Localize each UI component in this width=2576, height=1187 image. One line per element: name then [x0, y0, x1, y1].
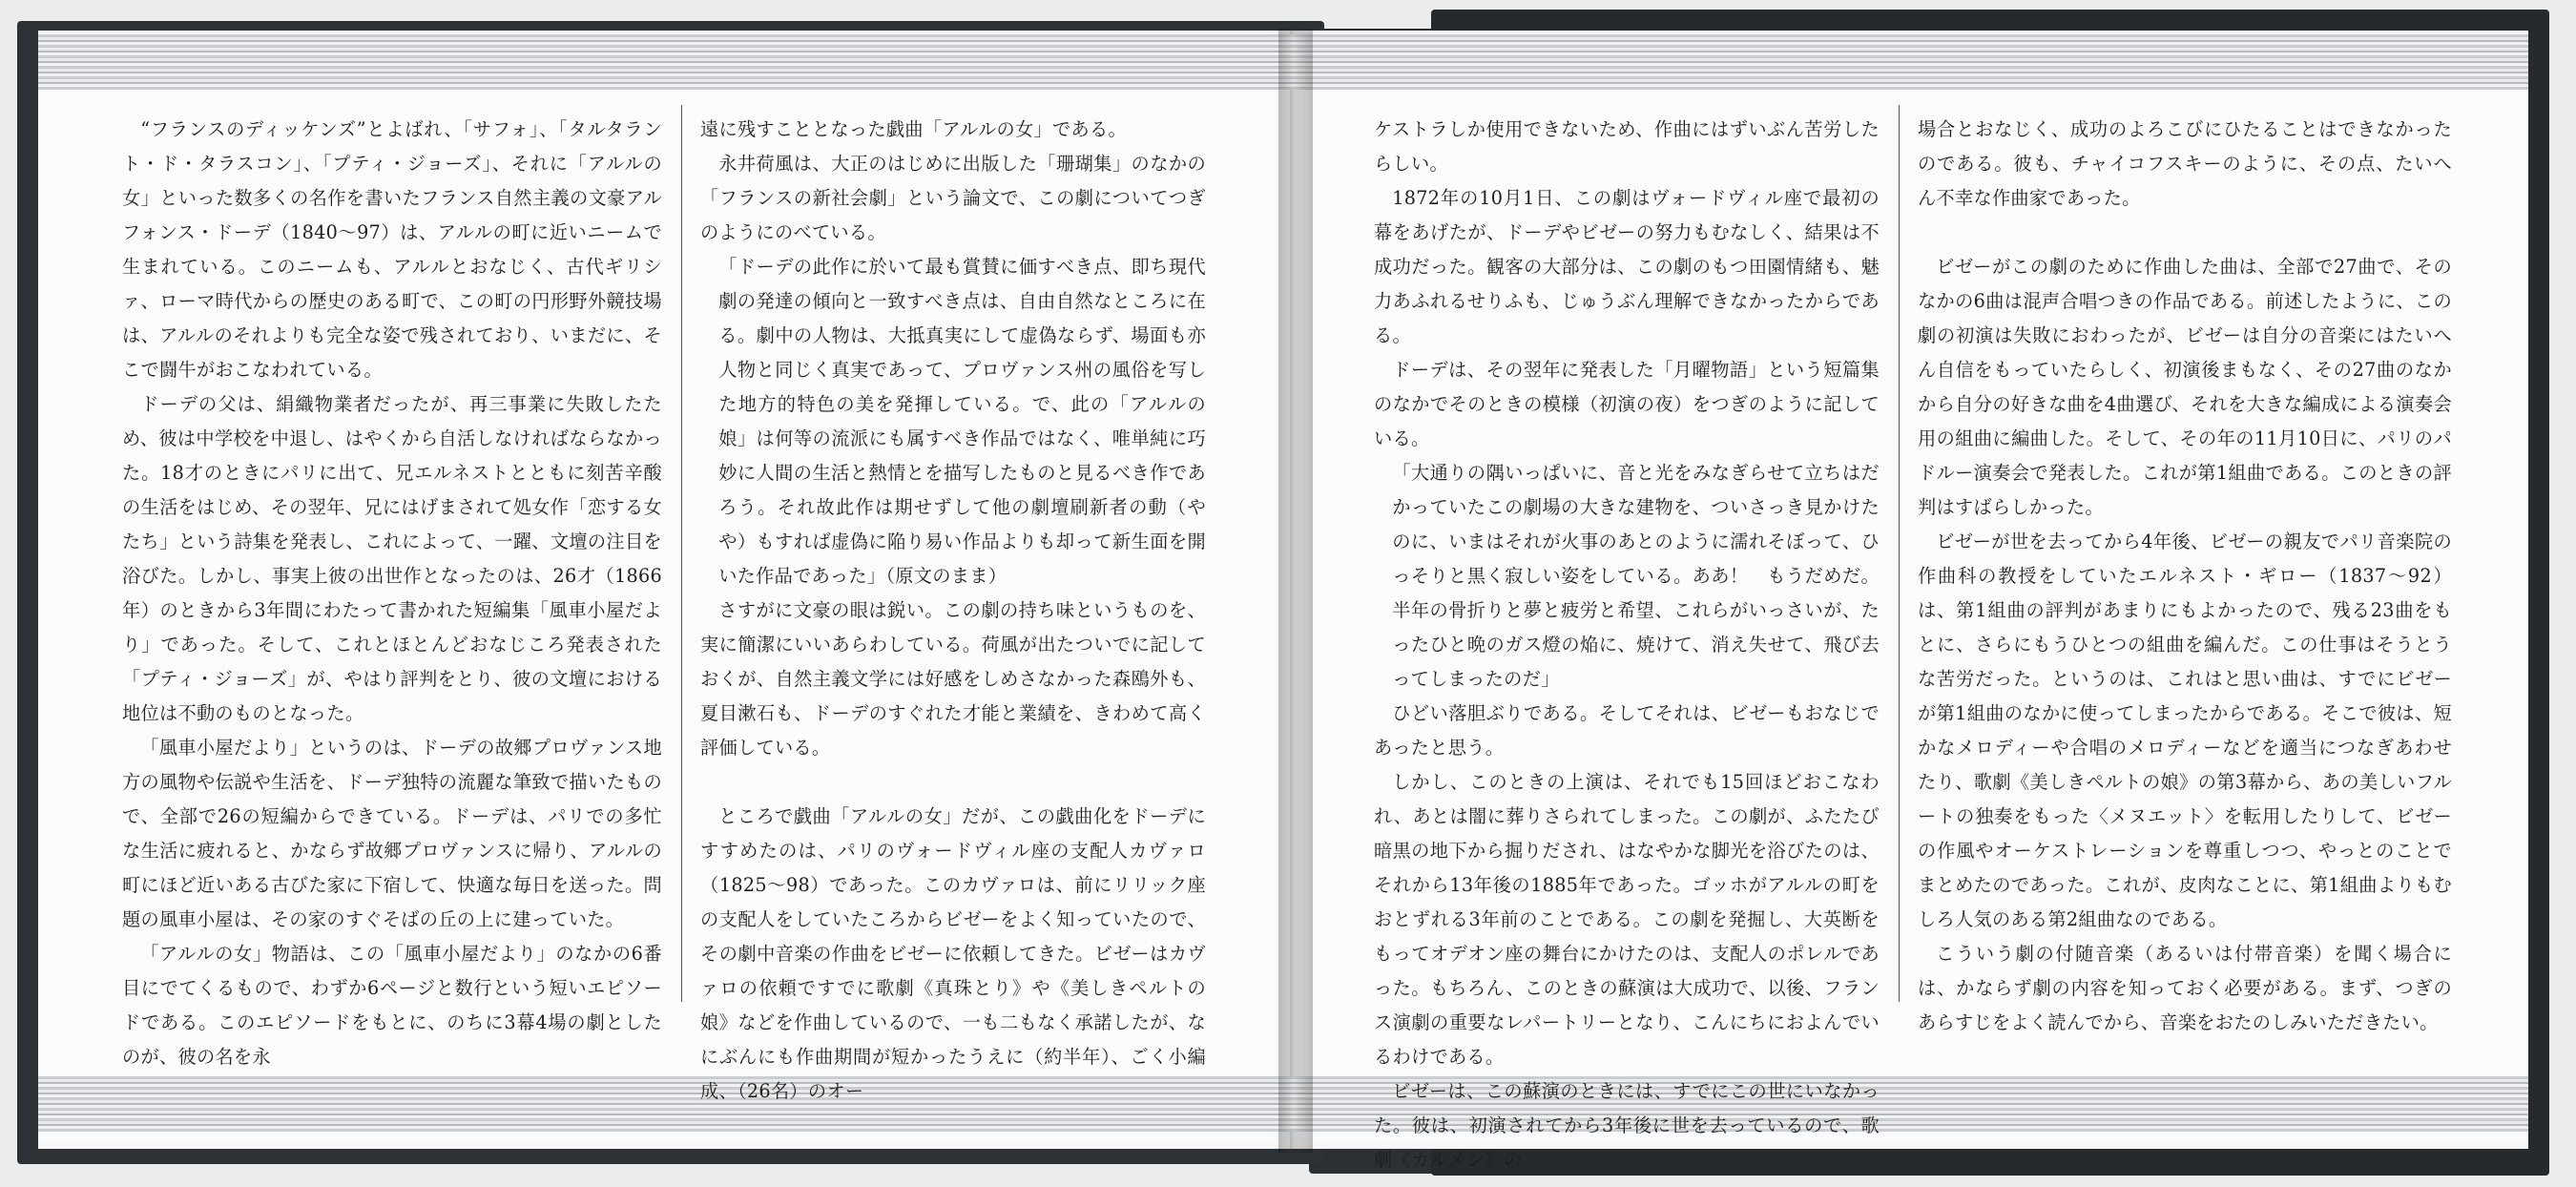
paragraph: ひどい落胆ぶりである。そしてそれは、ビゼーもおなじであったと思う。 — [1374, 702, 1880, 759]
paragraph: ビゼーがこの劇のために作曲した曲は、全部で27曲で、そのなかの6曲は混声合唱つきの作品である。前述したように、この劇の初演は失敗におわったが、ビゼーは自分の音楽にはたいへん自信をもっていたらしく、初演後まもなく、その27曲のなかから自分の好きな曲を4曲選び、それを大きな編成による演奏会用の組曲に編曲した。そして、その年の11月10日に、パリのパドルー演奏会で発表した。これが第1組曲である。このときの評判はすばらしかった。 — [1918, 256, 2452, 518]
book-gutter — [1278, 29, 1313, 1153]
paragraph: ドーデは、その翌年に発表した「月曜物語」という短篇集のなかでそのときの模様（初演の夜）をつぎのように記している。 — [1374, 359, 1880, 449]
top-decorative-stripe-right — [1290, 34, 2528, 90]
paragraph: 1872年の10月1日、この劇はヴォードヴィル座で最初の幕をあげたが、ドーデやビゼーの努力もむなしく、結果は不成功だった。観客の大部分は、この劇のもつ田園情緒も、魅力あふれるせりふも、じゅうぶん理解できなかったからである。 — [1374, 187, 1880, 346]
paragraph: しかし、このときの上演は、それでも15回ほどおこなわれ、あとは闇に葬りさられてしまった。この劇が、ふたたび暗黒の地下から掘りだされ、はなやかな脚光を浴びたのは、それから13年後の1885年であった。ゴッホがアルルの町をおとずれる3年前のことである。この劇を発掘し、大英断をもってオデオン座の舞台にかけたのは、支配人のポレルであった。もちろん、このときの蘇演は大成功で、以後、フランス演劇の重要なレパートリーとなり、こんにちにおよんでいるわけである。 — [1374, 771, 1880, 1068]
paragraph: ドーデの父は、絹織物業者だったが、再三事業に失敗したため、彼は中学校を中退し、はやくから自活しなければならなかった。18才のときにパリに出て、兄エルネストとともに刻苦辛酸の生活をはじめ、その翌年、兄にはげまされて処女作「恋する女たち」という詩集を発表し、これによって、一躍、文壇の注目を浴びた。しかし、事実上彼の出世作となったのは、26才（1866年）のときから3年間にわたって書かれた短編集「風車小屋だより」であった。そして、これとほとんどおなじころ発表された「プティ・ジョーズ」が、やはり評判をとり、彼の文壇における地位は不動のものとなった。 — [122, 393, 662, 724]
paragraph: 「風車小屋だより」というのは、ドーデの故郷プロヴァンス地方の風物や伝説や生活を、ドーデ独特の流麗な筆致で描いたもので、全部で26の短編からできている。ドーデは、パリでの多忙な生活に疲れると、かならず故郷プロヴァンスに帰り、アルルの町にほど近いある古びた家に下宿して、快適な毎日を送った。問題の風車小屋は、その家のすぐそばの丘の上に建っていた。 — [122, 737, 662, 930]
paragraph: 遠に残すこととなった戯曲「アルルの女」である。 — [700, 118, 1127, 140]
quotation: 「大通りの隅いっぱいに、音と光をみなぎらせて立ちはだかっていたこの劇場の大きな建物を、ついさっき見かけたのに、いまはそれが火事のあとのように濡れそぼって、ひっそりと黒く寂しい姿をしている。ああ！ もうだめだ。半年の骨折りと夢と疲労と希望、これらがいっさいが、たったひと晩のガス燈の焔に、焼けて、消え失せて、飛び去ってしまったのだ」 — [1392, 462, 1880, 690]
column-divider-right — [1899, 105, 1900, 1002]
left-page-column-1 — [122, 113, 662, 1074]
left-page-column-2 — [700, 113, 1206, 1109]
column-divider-left — [681, 105, 682, 1002]
paragraph: ビゼーが世を去ってから4年後、ビゼーの親友でパリ音楽院の作曲科の教授をしていたエルネスト・ギロー（1837〜92）は、第1組曲の評判があまりにもよかったので、残る23曲をもとに、さらにもうひとつの組曲を編んだ。この仕事はそうとうな苦労だった。というのは、これはと思い曲は、すでにビゼーが第1組曲のなかに使ってしまったからである。そこで彼は、短かなメロディーや合唱のメロディーなどを適当につなぎあわせたり、歌劇《美しきペルトの娘》の第3幕から、あの美しいフルートの独奏をもった〈メヌエット〉を転用したりして、ビゼーの作風やオーケストレーションを尊重しつつ、やっとのことでまとめたのであった。これが、皮肉なことに、第1組曲よりもむしろ人気のある第2組曲なのである。 — [1918, 531, 2452, 930]
right-page-column-1 — [1374, 113, 1880, 1177]
paragraph: “フランスのディッケンズ”とよばれ、「サフォ」、「タルタラント・ド・タラスコン」、「プティ・ジョーズ」、それに「アルルの女」といった数多くの名作を書いたフランス自然主義の文豪アルフォンス・ドーデ（1840〜97）は、アルルの町に近いニームで生まれている。このニームも、アルルとおなじく、古代ギリシァ、ローマ時代からの歴史のある町で、この町の円形野外競技場は、アルルのそれよりも完全な姿で残されており、いまだに、そこで闘牛がおこなわれている。 — [122, 118, 662, 381]
paragraph: ところで戯曲「アルルの女」だが、この戯曲化をドーデにすすめたのは、パリのヴォードヴィル座の支配人カヴァロ（1825〜98）であった。このカヴァロは、前にリリック座の支配人をしていたころからビゼーをよく知っていたので、その劇中音楽の作曲をビゼーに依頼してきた。ビゼーはカヴァロの依頼ですでに歌劇《真珠とり》や《美しきペルトの娘》などを作曲しているので、一も二もなく承諾したが、なにぶんにも作曲期間が短かったうえに（約半年）、ごく小編成、（26名）のオー — [700, 805, 1206, 1102]
paragraph: ケストラしか使用できないため、作曲にはずいぶん苦労したらしい。 — [1374, 118, 1880, 175]
right-page-column-2 — [1918, 113, 2452, 1040]
paragraph: 永井荷風は、大正のはじめに出版した「珊瑚集」のなかの「フランスの新社会劇」という論文で、この劇についてつぎのようにのべている。 — [700, 153, 1206, 243]
paragraph: 「アルルの女」物語は、この「風車小屋だより」のなかの6番目にでてくるもので、わずか6ページと数行という短いエピソードである。このエピソードをもとに、のちに3幕4場の劇としたのが、彼の名を永 — [122, 943, 662, 1068]
quotation: 「ドーデの此作に於いて最も賞賛に価すべき点、即ち現代劇の発達の傾向と一致すべき点は、自由自然なところに在る。劇中の人物は、大抵真実にして虚偽ならず、場面も亦人物と同じく真実であって、プロヴァンス州の風俗を写した地方的特色の美を発揮している。で、此の「アルルの娘」は何等の流派にも属すべき作品ではなく、唯単純に巧妙に人間の生活と熱情とを描写したものと見るべき作であろう。それ故此作は期せずして他の劇壇刷新者の動（やや）もすれば虚偽に陥り易い作品よりも却って新生面を開いた作品であった」（原文のまま） — [718, 256, 1206, 587]
paragraph: 場合とおなじく、成功のよろこびにひたることはできなかったのである。彼も、チャイコフスキーのように、その点、たいへん不幸な作曲家であった。 — [1918, 118, 2452, 209]
paragraph: ビゼーは、この蘇演のときには、すでにこの世にいなかった。彼は、初演されてから3年後に世を去っているので、歌劇《カルメン》の — [1374, 1080, 1880, 1171]
paragraph: こういう劇の付随音楽（あるいは付帯音楽）を聞く場合には、かならず劇の内容を知っておく必要がある。まず、つぎのあらすじをよく読んでから、音楽をおたのしみいただきたい。 — [1918, 943, 2452, 1033]
paragraph: さすがに文豪の眼は鋭い。この劇の持ち味というものを、実に簡潔にいいあらわしている。荷風が出たついでに記しておくが、自然主義文学には好感をしめさなかった森鴎外も、夏目漱石も、ドーデのすぐれた才能と業績を、きわめて高く評価している。 — [700, 599, 1206, 759]
top-decorative-stripe-left — [38, 34, 1298, 90]
